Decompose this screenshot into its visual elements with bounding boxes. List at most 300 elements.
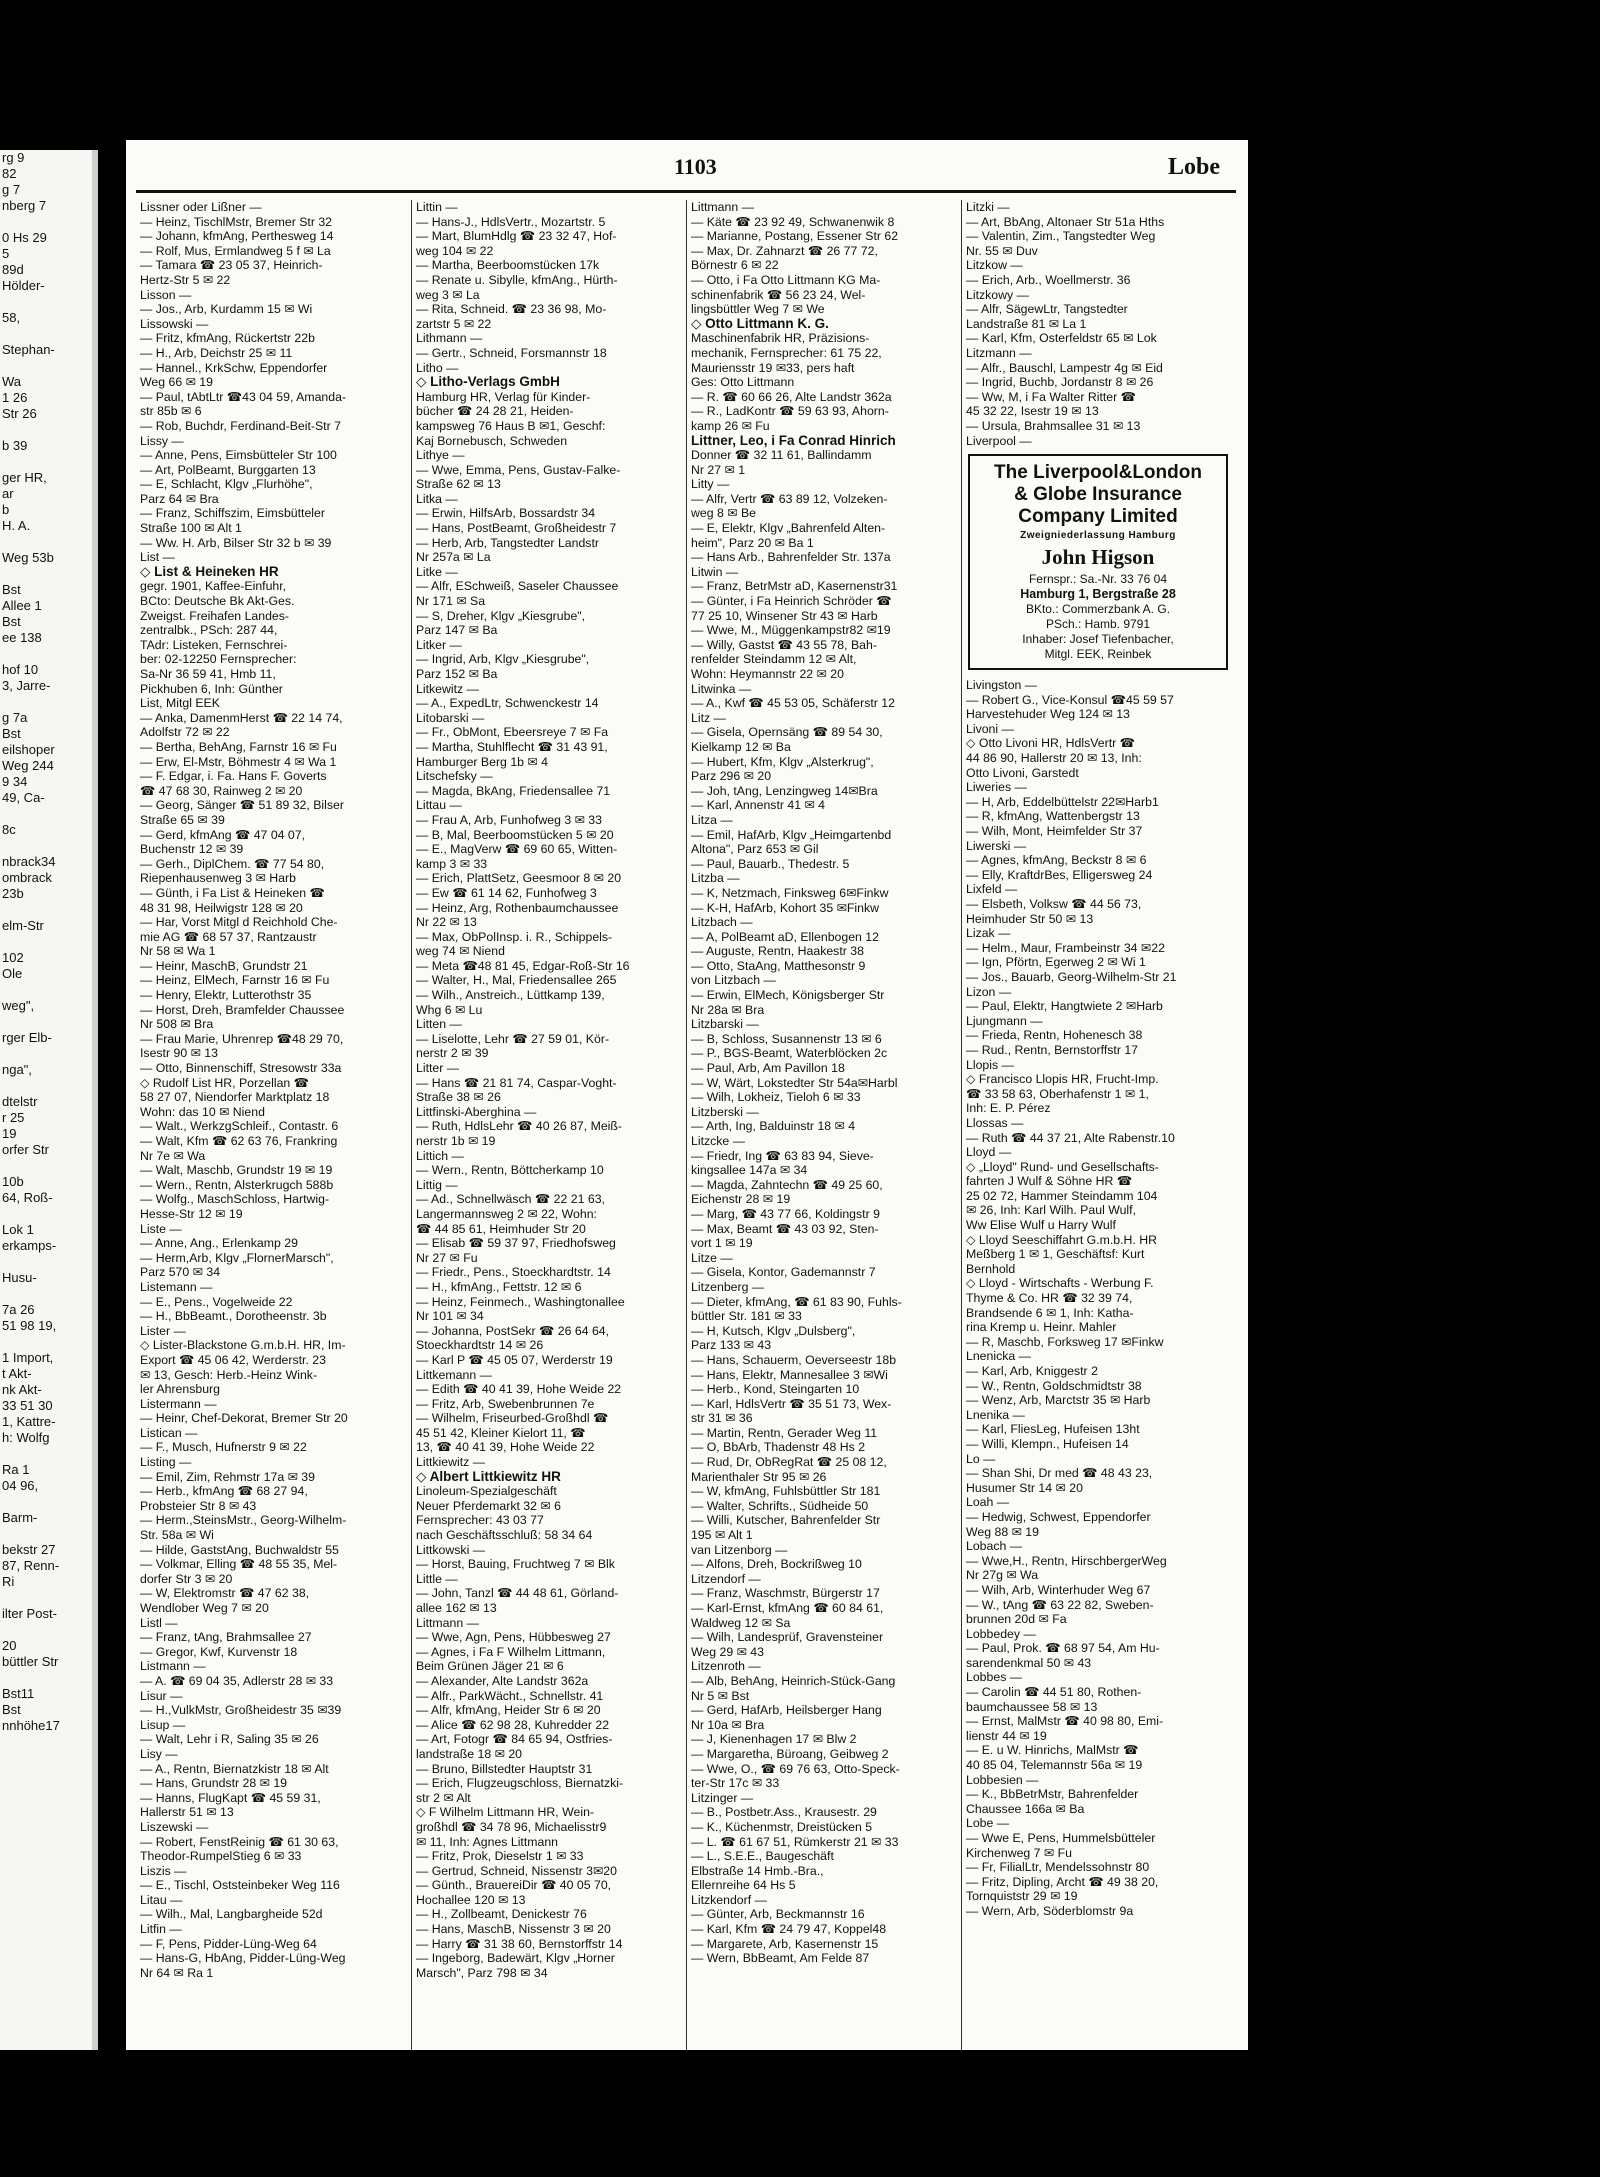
directory-entry-line: Nr 171 ✉ Sa <box>416 594 486 609</box>
directory-entry-line: Llopis — <box>966 1057 1014 1072</box>
directory-entry-line: Ges: Otto Littmann <box>691 375 795 390</box>
directory-entry-line: — Max, Dr. Zahnarzt ☎ 26 77 72, <box>691 243 878 258</box>
directory-entry-line: ◇ Lister-Blackstone G.m.b.H. HR, Im- <box>140 1338 346 1353</box>
directory-entry-line: Liste — <box>140 1221 182 1236</box>
directory-entry-line: Nr 28a ✉ Bra <box>691 1002 765 1017</box>
directory-entry-line: — Anka, DamenmHerst ☎ 22 14 74, <box>140 710 343 725</box>
directory-entry-line: — Ruth, HdlsLehr ☎ 40 26 87, Meiß- <box>416 1119 623 1134</box>
directory-entry-line: Börnestr 6 ✉ 22 <box>691 258 779 273</box>
directory-entry-line: Lissner oder Lißner — <box>140 200 262 214</box>
directory-entry-line: — B, Schloss, Susannenstr 13 ✉ 6 <box>691 1031 882 1046</box>
fragment-line: Allee 1 <box>2 598 42 613</box>
directory-entry-line: — Karl, Arb, Kniggestr 2 <box>966 1364 1098 1378</box>
fragment-line <box>0 1494 92 1510</box>
directory-entry-line: Listermann — <box>140 1396 217 1411</box>
directory-entry-line: — Wwe, Emma, Pens, Gustav-Falke- <box>416 462 621 477</box>
directory-entry-line: — Frau Marie, Uhrenrep ☎48 29 70, <box>140 1031 344 1046</box>
directory-entry-line: Litty — <box>691 477 730 492</box>
directory-entry-line: — H., Zollbeamt, Denickestr 76 <box>416 1907 587 1922</box>
directory-entry-line: Litzki — <box>966 200 1010 214</box>
fragment-line: 0 Hs 29 <box>2 230 47 245</box>
ad-title-3: Company Limited <box>1018 506 1178 528</box>
directory-entry-line: Bernhold <box>966 1261 1016 1276</box>
directory-entry-line: — W., tAng ☎ 63 22 82, Sweben- <box>966 1597 1154 1612</box>
fragment-line: 102 <box>2 950 24 965</box>
fragment-line <box>0 294 92 310</box>
directory-entry-line: — Martha, Stuhlflecht ☎ 31 43 91, <box>416 739 608 754</box>
directory-entry-line: — Gertr., Schneid, Forsmannstr 18 <box>416 345 607 360</box>
directory-entry-line: Stoeckhardtstr 14 ✉ 26 <box>416 1338 544 1353</box>
directory-entry-line: — Ww, M, i Fa Walter Ritter ☎ <box>966 389 1136 404</box>
directory-entry-line: — Hans ☎ 21 81 74, Caspar-Voght- <box>416 1075 617 1090</box>
directory-entry-line: Parz 570 ✉ 34 <box>140 1265 221 1280</box>
directory-entry-line: Linoleum-Spezialgeschäft <box>416 1484 557 1499</box>
directory-entry-line: — Alb, BehAng, Heinrich-Stück-Gang <box>691 1673 896 1688</box>
fragment-line <box>0 1206 92 1222</box>
directory-entry-line: Ellernreihe 64 Hs 5 <box>691 1878 796 1893</box>
directory-entry-line: Isestr 90 ✉ 13 <box>140 1046 218 1061</box>
directory-entry-line: BCto: Deutsche Bk Akt-Ges. <box>140 594 295 609</box>
fragment-line: 23b <box>2 886 24 901</box>
directory-entry-line: — Wern., Rentn, Alsterkrugch 588b <box>140 1177 334 1192</box>
fragment-line <box>0 838 92 854</box>
directory-entry-line: — Gisela, Opernsäng ☎ 89 54 30, <box>691 725 883 740</box>
directory-entry-line: — Herm,Arb, Klgv „FlornerMarsch", <box>140 1250 334 1265</box>
directory-entry-line: — Walt, Lehr i R, Saling 35 ✉ 26 <box>140 1732 319 1747</box>
directory-entry-line: — Max, ObPolInsp. i. R., Schippels- <box>416 929 613 944</box>
directory-entry-line: Lo — <box>966 1451 996 1466</box>
directory-entry-line: — R, Maschb, Forksweg 17 ✉Finkw <box>966 1334 1164 1349</box>
directory-entry-line: Liwerski — <box>966 838 1027 853</box>
directory-entry-line: Litzberski — <box>691 1104 759 1119</box>
directory-entry-line: Litwin — <box>691 564 739 579</box>
directory-entry-line: Landstraße 81 ✉ La 1 <box>966 316 1087 331</box>
directory-entry-line: 45 32 22, Isestr 19 ✉ 13 <box>966 404 1099 419</box>
ad-title-2: & Globe Insurance <box>1014 484 1182 506</box>
directory-entry-line: — Fritz, Arb, Swebenbrunnen 7e <box>416 1396 595 1411</box>
directory-entry-line: — Helm., Maur, Frambeinstr 34 ✉22 <box>966 940 1165 955</box>
directory-entry-line: Pickhuben 6, Inh: Günther <box>140 681 283 696</box>
directory-entry-line: Tornquiststr 29 ✉ 19 <box>966 1889 1078 1904</box>
fragment-line: rg 9 <box>2 150 25 165</box>
directory-entry-line: — Karl, Kfm, Osterfeldstr 65 ✉ Lok <box>966 331 1157 346</box>
directory-entry-line: — H, Kutsch, Klgv „Dulsberg", <box>691 1323 856 1338</box>
fragment-line: 51 98 19, <box>2 1318 57 1333</box>
directory-entry-line: Riepenhausenweg 3 ✉ Harb <box>140 871 296 886</box>
directory-entry-line: — Günter, Arb, Beckmannstr 16 <box>691 1907 865 1922</box>
fragment-line: 3, Jarre- <box>2 678 51 693</box>
directory-entry-line: Marienthaler Str 95 ✉ 26 <box>691 1469 827 1484</box>
directory-entry-line: — Rud., Rentn, Bernstorffstr 17 <box>966 1042 1139 1057</box>
fragment-line <box>0 646 92 662</box>
fragment-line <box>0 534 92 550</box>
directory-entry-line: 40 85 04, Telemannstr 56a ✉ 19 <box>966 1758 1143 1773</box>
fragment-line: 87, Renn- <box>2 1558 60 1573</box>
directory-entry-line: Litten — <box>416 1017 462 1032</box>
directory-entry-line: ◇ Albert Littkiewitz HR <box>416 1469 561 1484</box>
fragment-line: eilshoper <box>2 742 55 757</box>
directory-entry-line: lienstr 44 ✉ 19 <box>966 1728 1047 1743</box>
column-2 <box>411 200 686 2050</box>
directory-entry-line: — Paul, Prok. ☎ 68 97 54, Am Hu- <box>966 1641 1160 1656</box>
directory-entry-line: Litze — <box>691 1250 733 1265</box>
directory-entry-line: brunnen 20d ✉ Fa <box>966 1612 1067 1627</box>
directory-entry-line: Lobbesien — <box>966 1772 1039 1787</box>
directory-entry-line: — Heinz, Feinmech., Washingtonallee <box>416 1294 625 1309</box>
directory-entry-line: Theodor-RumpelStieg 6 ✉ 33 <box>140 1849 302 1864</box>
directory-entry-line: — Horst, Dreh, Bramfelder Chaussee <box>140 1002 345 1017</box>
directory-entry-line: — Frau A, Arb, Funhofweg 3 ✉ 33 <box>416 812 602 827</box>
directory-entry-line: — Karl, Kfm ☎ 24 79 47, Koppel48 <box>691 1922 887 1937</box>
directory-entry-line: Litz — <box>691 710 726 725</box>
directory-entry-line: — H., Arb, Deichstr 25 ✉ 11 <box>140 345 293 360</box>
fragment-line <box>0 1590 92 1606</box>
directory-entry-line: Nr 27 ✉ Fu <box>416 1250 478 1265</box>
directory-entry-line: — Herb., Kond, Steingarten 10 <box>691 1382 860 1397</box>
fragment-line <box>0 1078 92 1094</box>
fragment-line: ar <box>2 486 14 501</box>
directory-entry-line: Chaussee 166a ✉ Ba <box>966 1801 1085 1816</box>
directory-entry-line: Littner, Leo, i Fa Conrad Hinrich <box>691 433 896 448</box>
directory-entry-line: — Günth., BrauereiDir ☎ 40 05 70, <box>416 1878 612 1893</box>
directory-entry-line: Liverpool — <box>966 433 1032 448</box>
directory-entry-line: Lizak — <box>966 926 1011 941</box>
directory-entry-line: Kielkamp 12 ✉ Ba <box>691 739 791 754</box>
directory-entry-line: weg 8 ✉ Be <box>691 506 756 521</box>
directory-entry-line: — K., BbBetrMstr, Bahrenfelder <box>966 1787 1139 1802</box>
directory-entry-line: — Otto, i Fa Otto Littmann KG Ma- <box>691 272 881 287</box>
directory-entry-line: Littkiewitz — <box>416 1455 486 1470</box>
directory-entry-line: Export ☎ 45 06 42, Werderstr. 23 <box>140 1352 326 1367</box>
fragment-line: 19 <box>2 1126 17 1141</box>
fragment-line <box>0 1670 92 1686</box>
directory-entry-line: — Ingrid, Buchb, Jordanstr 8 ✉ 26 <box>966 375 1154 390</box>
directory-entry-line: — Jos., Arb, Kurdamm 15 ✉ Wi <box>140 302 313 317</box>
directory-entry-line: Litfin — <box>140 1922 182 1937</box>
fragment-line: g 7a <box>2 710 28 725</box>
fragment-line: Ole <box>2 966 23 981</box>
ad-title-1: The Liverpool&London <box>994 462 1202 484</box>
directory-entry-line: — Hannel., KrkSchw, Eppendorfer <box>140 360 328 375</box>
directory-entry-line: Litzinger — <box>691 1790 754 1805</box>
directory-entry-line: — Hans, MaschB, Nissenstr 3 ✉ 20 <box>416 1922 611 1937</box>
directory-entry-line: — Friedr., Pens., Stoeckhardtstr. 14 <box>416 1265 611 1280</box>
directory-entry-line: — H.,VulkMstr, Großheidestr 35 ✉39 <box>140 1703 342 1718</box>
directory-entry-line: — Elly, KraftdrBes, Elligersweg 24 <box>966 867 1153 882</box>
fragment-line: ilter Post- <box>2 1606 57 1621</box>
directory-entry-line: — Fritz, Prok, Dieselstr 1 ✉ 33 <box>416 1849 584 1864</box>
directory-entry-line: — W, Elektromstr ☎ 47 62 38, <box>140 1586 310 1601</box>
directory-entry-line: — Fr., ObMont, Ebeersreye 7 ✉ Fa <box>416 725 609 740</box>
directory-entry-line: — Hans, Grundstr 28 ✉ 19 <box>140 1776 287 1791</box>
directory-entry-line: — Art, Fotogr ☎ 84 65 94, Ostfries- <box>416 1732 613 1747</box>
directory-entry-line: kamp 3 ✉ 33 <box>416 856 488 871</box>
directory-entry-line: Lisup — <box>140 1717 186 1732</box>
directory-entry-line: Marsch", Parz 798 ✉ 34 <box>416 1965 548 1980</box>
directory-entry-line: — Har, Vorst Mitgl d Reichhold Che- <box>140 915 338 930</box>
directory-entry-line: — Käte ☎ 23 92 49, Schwanenwik 8 <box>691 214 895 229</box>
fragment-line <box>0 982 92 998</box>
directory-entry-line: 58 27 07, Niendorfer Marktplatz 18 <box>140 1090 330 1105</box>
directory-entry-line: List — <box>140 550 175 565</box>
directory-entry-line: Hertz-Str 5 ✉ 22 <box>140 272 231 287</box>
directory-entry-line: Inh: E. P. Pérez <box>966 1101 1051 1116</box>
directory-entry-line: — Alfr, kfmAng, Heider Str 6 ✉ 20 <box>416 1703 601 1718</box>
directory-entry-line: Sa-Nr 36 59 41, Hmb 11, <box>140 667 276 681</box>
directory-entry-line: — Harry ☎ 31 38 60, Bernstorffstr 14 <box>416 1936 623 1951</box>
directory-entry-line: Otto Livoni, Garstedt <box>966 765 1079 780</box>
fragment-line: 33 51 30 <box>2 1398 53 1413</box>
insurance-advertisement <box>968 454 1228 670</box>
fragment-line: büttler Str <box>2 1654 59 1669</box>
directory-entry-line: — L., S.E.E., Baugeschäft <box>691 1849 834 1864</box>
directory-entry-line: Parz 64 ✉ Bra <box>140 491 219 506</box>
directory-entry-line: — Fr, FilialLtr, Mendelssohnstr 80 <box>966 1860 1150 1875</box>
directory-entry-line: Fernsprecher: 43 03 77 <box>416 1513 544 1528</box>
directory-entry-line: — Gregor, Kwf, Kurvenstr 18 <box>140 1644 298 1659</box>
directory-entry-line: ◇ Francisco Llopis HR, Frucht-Imp. <box>966 1072 1159 1087</box>
fragment-line <box>0 1334 92 1350</box>
directory-entry-line: — Marianne, Postang, Essener Str 62 <box>691 229 899 244</box>
directory-entry-line: — Tamara ☎ 23 05 37, Heinrich- <box>140 258 323 273</box>
fragment-line: r 25 <box>2 1110 25 1125</box>
fragment-line: 7a 26 <box>2 1302 35 1317</box>
directory-entry-line: Beim Grünen Jäger 21 ✉ 6 <box>416 1659 564 1674</box>
directory-entry-line: dorfer Str 3 ✉ 20 <box>140 1571 233 1586</box>
fragment-line: elm-Str <box>2 918 44 933</box>
directory-entry-line: Adolfstr 72 ✉ 22 <box>140 725 230 740</box>
directory-entry-line: — Gerd, kfmAng ☎ 47 04 07, <box>140 827 306 842</box>
directory-entry-line: Litzkowy — <box>966 287 1029 302</box>
directory-entry-line: Lnenicka — <box>966 1349 1031 1364</box>
directory-entry-line: — Heinr, Chef-Dekorat, Bremer Str 20 <box>140 1411 348 1426</box>
fragment-line: Barm- <box>2 1510 38 1525</box>
directory-entry-line: rina Kremp u. Heinr. Mahler <box>966 1320 1117 1335</box>
directory-entry-line: — Heinz, Arg, Rothenbaumchaussee <box>416 900 619 915</box>
directory-entry-line: nerstr 1b ✉ 19 <box>416 1134 496 1148</box>
directory-entry-line: bücher ☎ 24 28 21, Heiden- <box>416 404 574 419</box>
directory-entry-line: ◇ Lloyd - Wirtschafts - Werbung F. <box>966 1276 1154 1291</box>
directory-entry-line: — Emil, Zim, Rehmstr 17a ✉ 39 <box>140 1469 315 1484</box>
running-head: Lobe <box>1167 154 1220 180</box>
directory-entry-line: — Herb, Arb, Tangstedter Landstr <box>416 535 599 550</box>
directory-entry-line: Nr 64 ✉ Ra 1 <box>140 1965 214 1980</box>
directory-entry-line: — Wwe, M., Müggenkampstr82 ✉19 <box>691 623 891 638</box>
fragment-line: Weg 53b <box>2 550 54 565</box>
fragment-line: 10b <box>2 1174 24 1189</box>
directory-entry-line: — Frieda, Rentn, Hohenesch 38 <box>966 1028 1143 1043</box>
directory-entry-line: Littkemann — <box>416 1367 492 1382</box>
directory-entry-line: weg 104 ✉ 22 <box>416 243 494 258</box>
directory-entry-line: Lixfeld — <box>966 882 1018 897</box>
directory-entry-line: — Martin, Rentn, Gerader Weg 11 <box>691 1425 878 1440</box>
columns <box>136 200 1236 2050</box>
directory-entry-line: Nr 10a ✉ Bra <box>691 1717 765 1732</box>
directory-entry-line: — John, Tanzl ☎ 44 48 61, Görland- <box>416 1586 619 1601</box>
directory-entry-line: — Wilh, Arb, Winterhuder Weg 67 <box>966 1582 1151 1597</box>
directory-entry-line: Litzendorf — <box>691 1571 761 1586</box>
fragment-line: ee 138 <box>2 630 42 645</box>
fragment-line <box>0 454 92 470</box>
directory-entry-line: — Herm.,SteinsMstr., Georg-Wilhelm- <box>140 1513 347 1528</box>
fragment-line: nga", <box>2 1062 32 1077</box>
directory-entry-line: — Paul, tAbtLtr ☎43 04 59, Amanda- <box>140 389 347 404</box>
fragment-line: h: Wolfg <box>2 1430 50 1445</box>
directory-entry-line: — Rolf, Mus, Ermlandweg 5 f ✉ La <box>140 243 331 258</box>
fragment-line <box>0 934 92 950</box>
directory-entry-line: Husumer Str 14 ✉ 20 <box>966 1480 1083 1495</box>
fragment-line <box>0 214 92 230</box>
directory-entry-line: Lobach — <box>966 1539 1023 1554</box>
directory-entry-line: Litzbach — <box>691 915 753 930</box>
directory-entry-line: von Litzbach — <box>691 973 776 988</box>
directory-entry-line: — Willi, Kutscher, Bahrenfelder Str <box>691 1513 881 1528</box>
directory-entry-line: — Franz, Schiffszim, Eimsbütteler <box>140 506 325 521</box>
directory-entry-line: — Walter, H., Mal, Friedensallee 265 <box>416 973 617 988</box>
directory-entry-line: renfelder Steindamm 12 ✉ Alt, <box>691 652 857 667</box>
directory-entry-line: ☎ 33 58 63, Oberhafenstr 1 ✉ 1, <box>966 1086 1149 1101</box>
page-header <box>126 154 1248 184</box>
directory-entry-line: Litzenroth — <box>691 1659 761 1674</box>
fragment-line: 82 <box>2 166 17 181</box>
directory-entry-line: Hochallee 120 ✉ 13 <box>416 1892 526 1907</box>
directory-entry-line: — Hans, Elektr, Mannesallee 3 ✉Wi <box>691 1367 888 1382</box>
directory-entry-line: — J, Kienenhagen 17 ✉ Blw 2 <box>691 1732 857 1747</box>
directory-entry-line: Maschinenfabrik HR, Präzisions- <box>691 331 870 346</box>
directory-entry-line: Nr 508 ✉ Bra <box>140 1017 214 1032</box>
directory-entry-line: Wohn: das 10 ✉ Niend <box>140 1104 265 1119</box>
directory-entry-line: Hallerstr 51 ✉ 13 <box>140 1805 234 1820</box>
directory-entry-line: — B, Mal, Beerboomstücken 5 ✉ 20 <box>416 827 614 842</box>
directory-entry-line: Litter — <box>416 1061 460 1076</box>
directory-entry-line: — Otto, Binnenschiff, Stresowstr 33a <box>140 1061 342 1076</box>
header-rule <box>136 190 1236 193</box>
directory-entry-line: — Henry, Elektr, Lutterothstr 35 <box>140 988 312 1003</box>
directory-entry-line: 48 31 98, Heilwigstr 128 ✉ 20 <box>140 900 303 915</box>
directory-entry-line: — Herb., kfmAng ☎ 68 27 94, <box>140 1484 308 1499</box>
directory-entry-line: Weg 88 ✉ 19 <box>966 1524 1039 1539</box>
directory-entry-line: — Georg, Sänger ☎ 51 89 32, Bilser <box>140 798 344 813</box>
directory-entry-line: Litke — <box>416 564 458 579</box>
directory-entry-line: — Heinz, TischlMstr, Bremer Str 32 <box>140 214 333 229</box>
directory-entry-line: — K., Küchenmstr, Dreistücken 5 <box>691 1819 873 1834</box>
directory-entry-line: — Gerh., DiplChem. ☎ 77 54 80, <box>140 856 325 871</box>
directory-entry-line: — Agnes, i Fa F Wilhelm Littmann, <box>416 1644 606 1659</box>
directory-entry-line: — Alice ☎ 62 98 28, Kuhredder 22 <box>416 1717 610 1732</box>
fragment-line: b <box>2 502 10 517</box>
directory-entry-line: Donner ☎ 32 11 61, Ballindamm <box>691 448 872 463</box>
directory-entry-line: Nr 7e ✉ Wa <box>140 1148 206 1163</box>
directory-entry-line: Straße 65 ✉ 39 <box>140 812 225 827</box>
directory-entry-line: — Agnes, kfmAng, Beckstr 8 ✉ 6 <box>966 853 1147 868</box>
directory-entry-line: Hamburg HR, Verlag für Kinder- <box>416 389 591 404</box>
directory-entry-line: — Wern, BbBeamt, Am Felde 87 <box>691 1951 870 1966</box>
directory-entry-line: — Art, BbAng, Altonaer Str 51a Hths <box>966 214 1165 229</box>
directory-entry-line: kingsallee 147a ✉ 34 <box>691 1163 808 1178</box>
fragment-line: Bst11 <box>2 1686 35 1701</box>
directory-entry-line: — Paul, Elektr, Hangtwiete 2 ✉Harb <box>966 999 1163 1014</box>
directory-entry-line: Straße 38 ✉ 26 <box>416 1090 501 1105</box>
fragment-line: Bst <box>2 726 21 741</box>
directory-entry-line: — Robert, FenstReinig ☎ 61 30 63, <box>140 1834 339 1849</box>
fragment-line <box>0 1622 92 1638</box>
directory-entry-line: — Wwe E, Pens, Hummelsbütteler <box>966 1831 1156 1845</box>
directory-entry-line: Litzba — <box>691 871 740 886</box>
directory-entry-line: Thyme & Co. HR ☎ 32 39 74, <box>966 1291 1133 1306</box>
directory-entry-line: Littau — <box>416 798 462 813</box>
fragment-line: Ri <box>2 1574 15 1589</box>
directory-entry-line: — Günth, i Fa List & Heineken ☎ <box>140 885 325 900</box>
directory-entry-line: — A., ExpedLtr, Schwenckestr 14 <box>416 696 599 711</box>
directory-entry-line: 25 02 72, Hammer Steindamm 104 <box>966 1188 1158 1203</box>
directory-entry-line: Litobarski — <box>416 710 485 725</box>
directory-entry-line: — W, kfmAng, Fuhlsbüttler Str 181 <box>691 1484 881 1499</box>
directory-entry-line: — Magda, Zahntechn ☎ 49 25 60, <box>691 1177 883 1192</box>
directory-entry-line: — Heinz, ElMech, Farnstr 16 ✉ Fu <box>140 973 330 988</box>
directory-entry-line: allee 162 ✉ 13 <box>416 1601 497 1615</box>
directory-entry-line: — Friedr, Ing ☎ 63 83 94, Sieve- <box>691 1148 874 1163</box>
directory-entry-line: Kirchenweg 7 ✉ Fu <box>966 1845 1072 1860</box>
fragment-line: orfer Str <box>2 1142 49 1157</box>
ad-line: Fernspr.: Sa.-Nr. 33 76 04 <box>1028 572 1168 587</box>
directory-entry-line: — Wilh, Landesprüf, Gravensteiner <box>691 1630 884 1645</box>
ad-line: Mitgl. EEK, Reinbek <box>1044 647 1152 662</box>
directory-entry-line: — Erw, El-Mstr, Böhmestr 4 ✉ Wa 1 <box>140 754 337 769</box>
directory-entry-line: weg 3 ✉ La <box>416 287 480 302</box>
directory-entry-line: zentralbk., PSch: 287 44, <box>140 623 278 638</box>
directory-entry-line: — Volkmar, Elling ☎ 48 55 35, Mel- <box>140 1557 338 1572</box>
directory-entry-line: — Hans, Schauerm, Oeverseestr 18b <box>691 1352 897 1367</box>
fragment-line: Stephan- <box>2 342 55 357</box>
directory-entry-line: — Art, PolBeamt, Burggarten 13 <box>140 462 316 477</box>
directory-entry-line: ◇ F Wilhelm Littmann HR, Wein- <box>416 1805 595 1820</box>
directory-entry-line: — Ingeborg, Badewärt, Klgv „Horner <box>416 1951 615 1966</box>
directory-entry-line: — Magda, BkAng, Friedensallee 71 <box>416 783 611 798</box>
directory-entry-line: — Ernst, MalMstr ☎ 40 98 80, Emi- <box>966 1714 1164 1729</box>
directory-entry-line: — Fritz, kfmAng, Rückertstr 22b <box>140 331 315 346</box>
directory-entry-line: — Robert G., Vice-Konsul ☎45 59 57 <box>966 692 1174 707</box>
directory-entry-line: — A. ☎ 69 04 35, Adlerstr 28 ✉ 33 <box>140 1673 334 1688</box>
directory-entry-line: — Elisab ☎ 59 37 97, Friedhofsweg <box>416 1236 616 1251</box>
directory-page <box>126 140 1248 2050</box>
ad-line: Inhaber: Josef Tiefenbacher, <box>1022 632 1174 647</box>
directory-entry-line: — L. ☎ 61 67 51, Rümkerstr 21 ✉ 33 <box>691 1834 899 1849</box>
directory-entry-line: — Erich, PlattSetz, Geesmoor 8 ✉ 20 <box>416 871 622 886</box>
directory-entry-line: Waldweg 12 ✉ Sa <box>691 1615 791 1630</box>
directory-entry-line: — Hans, PostBeamt, Großheidestr 7 <box>416 521 617 536</box>
directory-entry-line: — Otto, StaAng, Matthesonstr 9 <box>691 958 866 973</box>
directory-entry-line: — H., BbBeamt., Dorotheenstr. 3b <box>140 1309 327 1324</box>
directory-entry-line: Nr 101 ✉ 34 <box>416 1309 484 1324</box>
directory-entry-line: Altona", Parz 653 ✉ Gil <box>691 842 819 857</box>
directory-entry-line: — E., Tischl, Oststeinbeker Weg 116 <box>140 1878 340 1893</box>
directory-entry-line: ler Ahrensburg <box>140 1382 220 1397</box>
fragment-line <box>0 806 92 822</box>
directory-entry-line: — Mart, BlumHdlg ☎ 23 32 47, Hof- <box>416 229 617 244</box>
directory-entry-line: — Joh, tAng, Lenzingweg 14✉Bra <box>691 783 878 798</box>
directory-entry-line: Litho — <box>416 360 459 375</box>
directory-entry-line: Neuer Pferdemarkt 32 ✉ 6 <box>416 1498 561 1513</box>
directory-entry-line: — Liselotte, Lehr ☎ 27 59 01, Kör- <box>416 1031 610 1046</box>
fragment-line: nberg 7 <box>2 198 47 213</box>
directory-entry-line: — Ruth ☎ 44 37 21, Alte Rabenstr.10 <box>966 1130 1175 1145</box>
directory-entry-line: Listmann — <box>140 1659 206 1674</box>
fragment-line <box>0 1046 92 1062</box>
directory-entry-line: — Ad., Schnellwäsch ☎ 22 21 63, <box>416 1192 605 1207</box>
fragment-line: Wa <box>2 374 22 389</box>
directory-entry-line: Littmann — <box>416 1615 479 1630</box>
fragment-line: hof 10 <box>2 662 39 677</box>
